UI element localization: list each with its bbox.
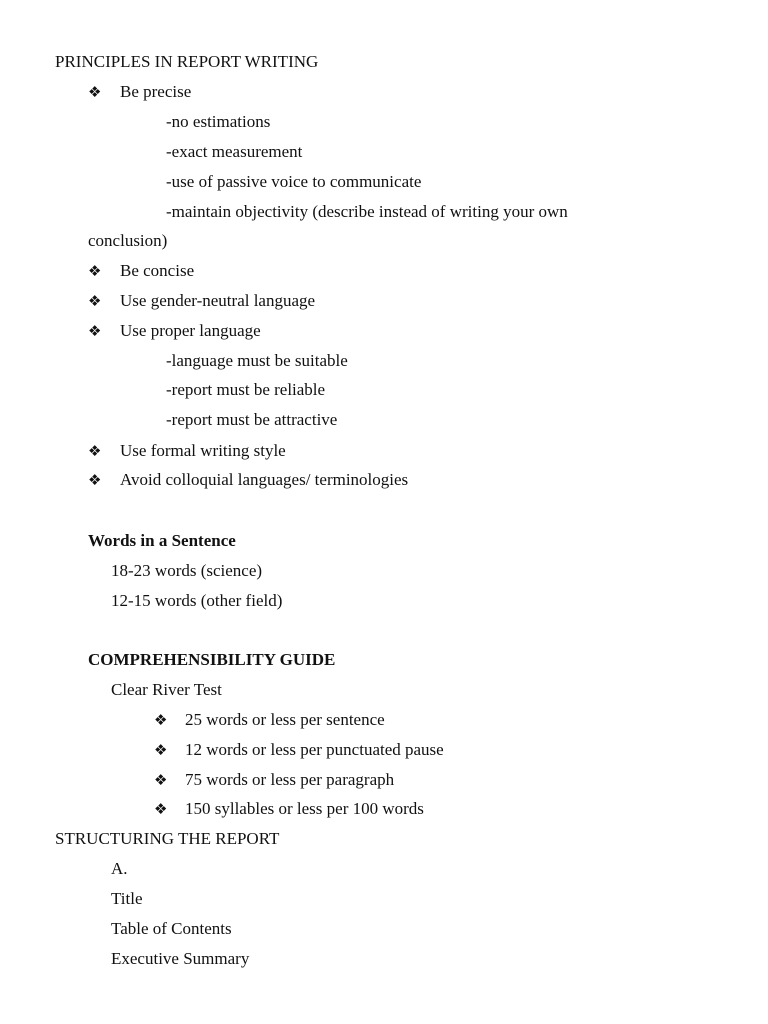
guide-item-syllables: 150 syllables or less per 100 words [185, 799, 424, 818]
sub-item-reliable: -report must be reliable [166, 380, 326, 399]
diamond-bullet-icon: ❖ [154, 711, 168, 729]
diamond-bullet-icon: ❖ [154, 800, 168, 818]
sub-item-exact-measurement: -exact measurement [166, 142, 303, 161]
section-title-structuring: STRUCTURING THE REPORT [55, 829, 280, 848]
structure-item-title: Title [111, 889, 143, 908]
diamond-bullet-icon: ❖ [88, 471, 102, 489]
sub-item-attractive: -report must be attractive [166, 410, 338, 429]
sub-item-suitable: -language must be suitable [166, 351, 348, 370]
structure-item-executive-summary: Executive Summary [111, 949, 250, 968]
diamond-bullet-icon: ❖ [88, 262, 102, 280]
guide-item-sentence: 25 words or less per sentence [185, 710, 385, 729]
words-item-science: 18-23 words (science) [111, 561, 263, 580]
heading-comprehensibility: COMPREHENSIBILITY GUIDE [88, 650, 336, 669]
sub-item-passive-voice: -use of passive voice to communicate [166, 172, 422, 191]
section-title-principles: PRINCIPLES IN REPORT WRITING [55, 52, 319, 71]
diamond-bullet-icon: ❖ [88, 442, 102, 460]
diamond-bullet-icon: ❖ [154, 771, 168, 789]
bullet-avoid-colloquial: Avoid colloquial languages/ terminologies [120, 470, 409, 489]
guide-item-paragraph: 75 words or less per paragraph [185, 770, 395, 789]
heading-words-in-sentence: Words in a Sentence [88, 531, 236, 550]
words-item-other: 12-15 words (other field) [111, 591, 283, 610]
sub-item-no-estimations: -no estimations [166, 112, 271, 131]
bullet-formal-style: Use formal writing style [120, 441, 286, 460]
bullet-proper-language: Use proper language [120, 321, 261, 340]
subheading-clear-river: Clear River Test [111, 680, 222, 699]
bullet-be-precise: Be precise [120, 82, 192, 101]
diamond-bullet-icon: ❖ [154, 741, 168, 759]
diamond-bullet-icon: ❖ [88, 322, 102, 340]
bullet-be-concise: Be concise [120, 261, 195, 280]
guide-item-pause: 12 words or less per punctuated pause [185, 740, 444, 759]
sub-item-objectivity: -maintain objectivity (describe instead of writing your own [166, 202, 568, 221]
bullet-gender-neutral: Use gender-neutral language [120, 291, 316, 310]
sub-item-objectivity-continued: conclusion) [88, 231, 168, 250]
structure-item-a: A. [111, 859, 128, 878]
diamond-bullet-icon: ❖ [88, 83, 102, 101]
structure-item-toc: Table of Contents [111, 919, 232, 938]
diamond-bullet-icon: ❖ [88, 292, 102, 310]
